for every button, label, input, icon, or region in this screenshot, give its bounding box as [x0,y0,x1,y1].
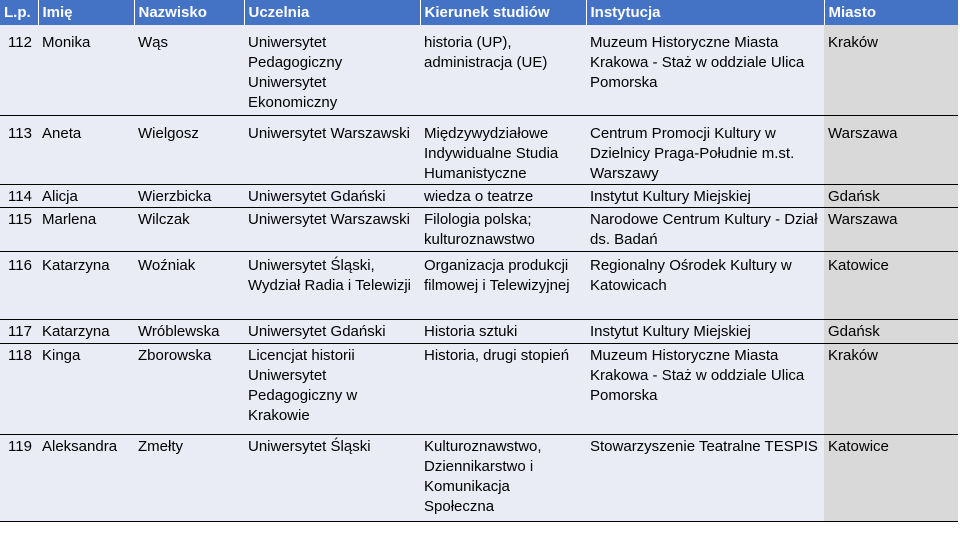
cell-miasto: Warszawa [824,207,958,251]
cell-instytucja: Muzeum Historyczne Miasta Krakowa - Staż w oddziale Ulica Pomorska [586,343,824,434]
cell-uczelnia: Uniwersytet Pedagogiczny Uniwersytet Ekonomiczny [244,25,420,115]
table-row [0,251,958,319]
cell-instytucja: Stowarzyszenie Teatralne TESPIS [586,434,824,521]
cell-kierunek: Międzywydziałowe Indywidualne Studia Humanistyczne [420,115,586,184]
cell-imie: Monika [38,25,134,115]
cell-lp: 116 [0,251,38,319]
cell-imie: Alicja [38,184,134,207]
header-lp: L.p. [0,0,38,25]
cell-imie: Aleksandra [38,434,134,521]
cell-miasto: Katowice [824,434,958,521]
cell-imie: Katarzyna [38,251,134,319]
cell-kierunek: Organizacja produkcji filmowej i Telewizyjnej [420,251,586,319]
header-imie: Imię [38,0,134,25]
cell-lp: 115 [0,207,38,251]
table-row [0,434,958,521]
table-row [0,207,958,251]
cell-instytucja: Muzeum Historyczne Miasta Krakowa - Staż w oddziale Ulica Pomorska [586,25,824,115]
cell-lp: 118 [0,343,38,434]
cell-instytucja: Instytut Kultury Miejskiej [586,184,824,207]
cell-nazwisko: Wilczak [134,207,244,251]
cell-miasto: Gdańsk [824,319,958,343]
cell-kierunek: Historia sztuki [420,319,586,343]
cell-kierunek: wiedza o teatrze [420,184,586,207]
cell-nazwisko: Zmełty [134,434,244,521]
cell-imie: Kinga [38,343,134,434]
cell-lp: 117 [0,319,38,343]
cell-kierunek: Kulturoznawstwo, Dziennikarstwo i Komunikacja Społeczna [420,434,586,521]
cell-imie: Marlena [38,207,134,251]
cell-nazwisko: Wąs [134,25,244,115]
cell-miasto: Katowice [824,251,958,319]
table-row [0,343,958,434]
cell-uczelnia: Uniwersytet Gdański [244,319,420,343]
table-row [0,184,958,207]
cell-miasto: Kraków [824,25,958,115]
table-row [0,319,958,343]
cell-nazwisko: Wierzbicka [134,184,244,207]
cell-nazwisko: Woźniak [134,251,244,319]
cell-imie: Katarzyna [38,319,134,343]
cell-imie: Aneta [38,115,134,184]
header-miasto: Miasto [824,0,958,25]
cell-nazwisko: Zborowska [134,343,244,434]
header-uczelnia: Uczelnia [244,0,420,25]
cell-uczelnia: Uniwersytet Gdański [244,184,420,207]
cell-instytucja: Narodowe Centrum Kultury - Dział ds. Badań [586,207,824,251]
cell-instytucja: Regionalny Ośrodek Kultury w Katowicach [586,251,824,319]
cell-miasto: Kraków [824,343,958,434]
cell-lp: 119 [0,434,38,521]
header-kierunek: Kierunek studiów [420,0,586,25]
cell-uczelnia: Licencjat historii Uniwersytet Pedagogiczny w Krakowie [244,343,420,434]
cell-lp: 112 [0,25,38,115]
header-row [0,0,958,25]
cell-kierunek: Filologia polska; kulturoznawstwo [420,207,586,251]
cell-instytucja: Instytut Kultury Miejskiej [586,319,824,343]
cell-uczelnia: Uniwersytet Śląski [244,434,420,521]
table-row [0,115,958,184]
cell-kierunek: historia (UP), administracja (UE) [420,25,586,115]
header-nazwisko: Nazwisko [134,0,244,25]
cell-nazwisko: Wróblewska [134,319,244,343]
cell-lp: 113 [0,115,38,184]
cell-lp: 114 [0,184,38,207]
header-instytucja: Instytucja [586,0,824,25]
cell-uczelnia: Uniwersytet Warszawski [244,115,420,184]
cell-miasto: Gdańsk [824,184,958,207]
cell-miasto: Warszawa [824,115,958,184]
cell-uczelnia: Uniwersytet Śląski, Wydział Radia i Telewizji [244,251,420,319]
cell-kierunek: Historia, drugi stopień [420,343,586,434]
cell-nazwisko: Wielgosz [134,115,244,184]
cell-instytucja: Centrum Promocji Kultury w Dzielnicy Praga-Południe m.st. Warszawy [586,115,824,184]
cell-uczelnia: Uniwersytet Warszawski [244,207,420,251]
table-row [0,25,958,115]
